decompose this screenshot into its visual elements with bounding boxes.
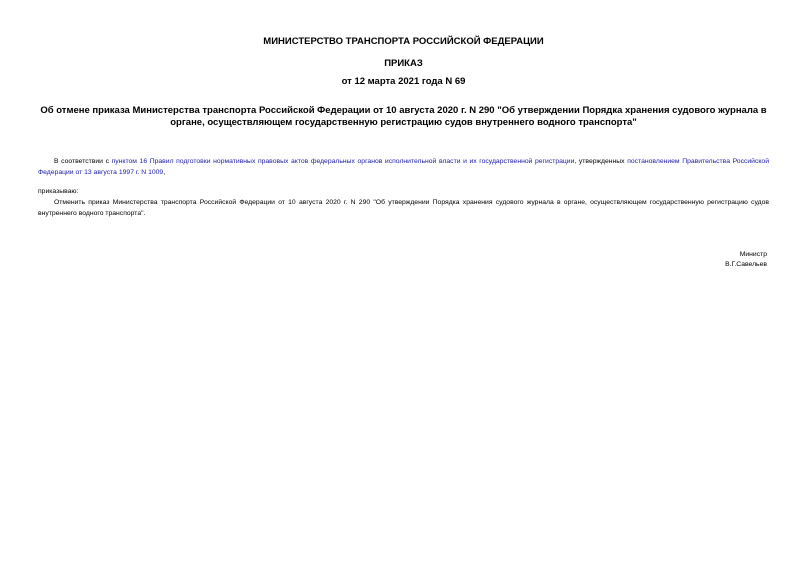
cancel-order-paragraph: Отменить приказ Министерства транспорта Российской Федерации от 10 августа 2020 г. N 290 "Об утверждении Порядка хранения судового журнала в органе, осуществляющем государственную регистрацию судов внутреннего водного транспорта". (38, 199, 769, 217)
rules-point-16-link[interactable]: пунктом 16 Правил подготовки нормативных правовых актов федеральных органов исполнительной власти и их государственной регистрации (111, 158, 575, 165)
document-date-number: от 12 марта 2021 года N 69 (341, 76, 466, 87)
signatory-name: В.Г.Савельев (725, 261, 767, 268)
basis-suffix: , (163, 169, 166, 176)
signatory-position: Министр (739, 251, 767, 258)
document-type: ПРИКАЗ (384, 58, 423, 69)
order-word: приказываю: (38, 188, 79, 195)
ministry-name: МИНИСТЕРСТВО ТРАНСПОРТА РОССИЙСКОЙ ФЕДЕРАЦИИ (263, 36, 544, 47)
basis-middle: , утвержденных (574, 158, 628, 165)
basis-prefix: В соответствии с (54, 158, 112, 165)
legal-basis-paragraph (38, 156, 769, 178)
government-decree-link[interactable]: постановлением Правительства Российской Федерации от 13 августа 1997 г. N 1009 (38, 158, 770, 176)
document-title: Об отмене приказа Министерства транспорта Российской Федерации от 10 августа 2020 г. N 290 "Об утверждении Порядка хранения судового журнала в органе, осуществляющем государственную регистрацию судов внутреннего водного транспорта" (40, 105, 767, 128)
